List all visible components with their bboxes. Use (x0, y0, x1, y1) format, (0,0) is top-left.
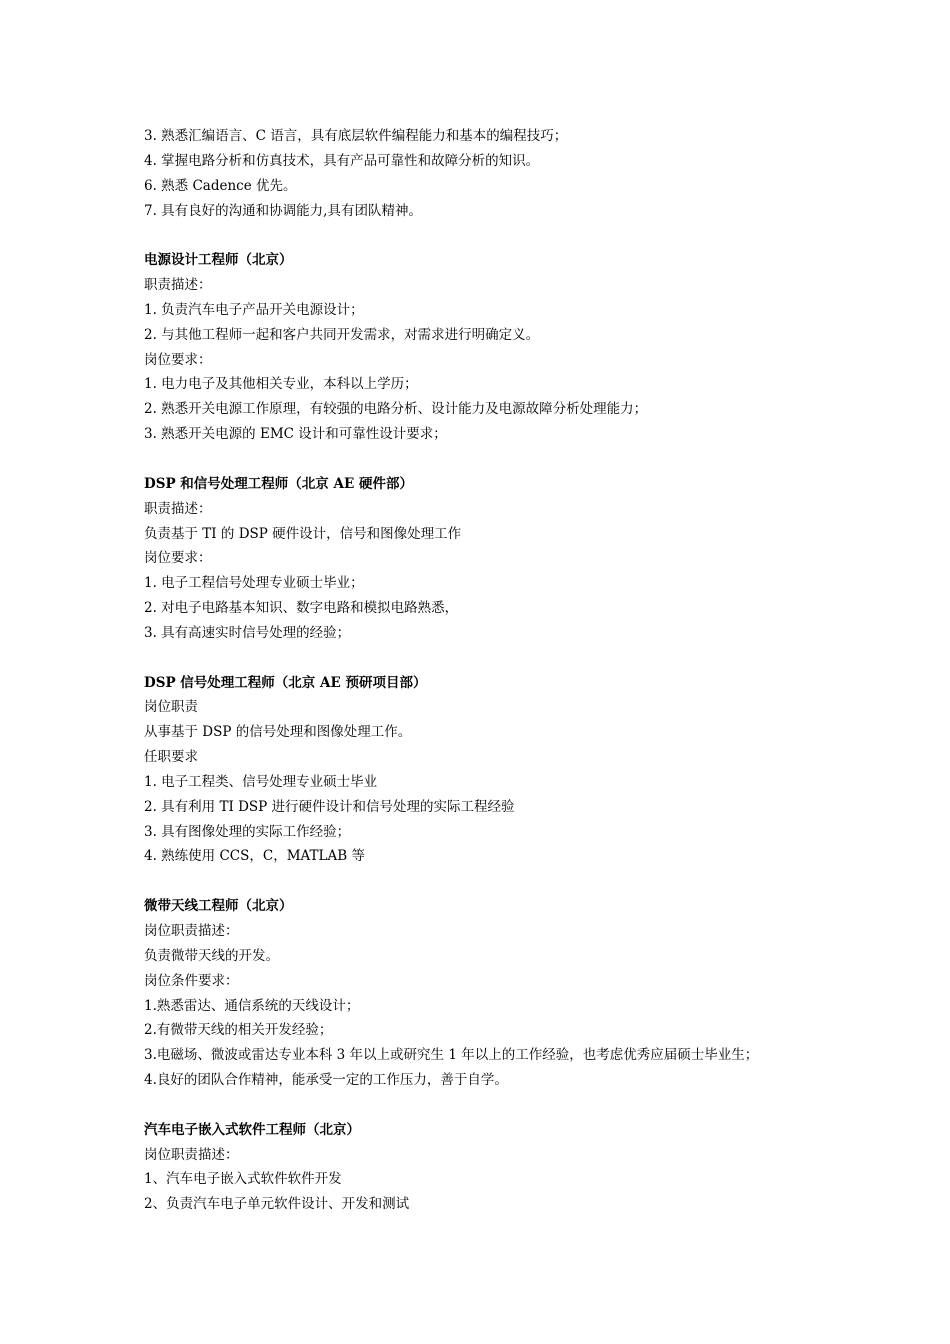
job-line: 1. 负责汽车电子产品开关电源设计； (144, 301, 364, 318)
job-line: 职责描述： (144, 277, 212, 294)
job-line: 1. 电子工程类、信号处理专业硕士毕业 (144, 773, 378, 790)
requirement-line: 7. 具有良好的沟通和协调能力,具有团队精神。 (144, 202, 422, 219)
job-section-embedded-software (144, 1118, 824, 1217)
paragraph-gap (144, 223, 824, 248)
job-line: 负责基于 TI 的 DSP 硬件设计，信号和图像处理工作 (144, 525, 462, 542)
job-line: 职责描述： (144, 500, 212, 517)
job-line: 岗位职责 (144, 699, 198, 716)
job-line: 从事基于 DSP 的信号处理和图像处理工作。 (144, 724, 412, 741)
job-line: 1.熟悉雷达、通信系统的天线设计； (144, 997, 360, 1014)
job-section-antenna (144, 894, 824, 1093)
job-line: 3. 具有图像处理的实际工作经验； (144, 823, 351, 840)
job-section-power-engineer (144, 248, 824, 447)
job-line: 1. 电子工程信号处理专业硕士毕业； (144, 575, 364, 592)
job-section-dsp-hardware (144, 472, 824, 646)
job-line: 3. 熟悉开关电源的 EMC 设计和可靠性设计要求； (144, 426, 447, 443)
job-title: DSP 和信号处理工程师（北京 AE 硬件部） (144, 475, 413, 492)
job-line: 2. 对电子电路基本知识、数字电路和模拟电路熟悉， (144, 600, 459, 617)
job-line: 岗位条件要求： (144, 972, 239, 989)
requirement-line: 3. 熟悉汇编语言、C 语言，具有底层软件编程能力和基本的编程技巧； (144, 128, 568, 144)
job-line: 2. 熟悉开关电源工作原理，有较强的电路分析、设计能力及电源故障分析处理能力； (144, 401, 648, 418)
job-line: 2.有微带天线的相关开发经验； (144, 1022, 333, 1039)
document-page (144, 124, 824, 1217)
job-line: 2. 具有利用 TI DSP 进行硬件设计和信号处理的实际工程经验 (144, 798, 515, 815)
job-title: 电源设计工程师（北京） (144, 252, 293, 269)
job-line: 4.良好的团队合作精神，能承受一定的工作压力，善于自学。 (144, 1072, 508, 1089)
job-title: 汽车电子嵌入式软件工程师（北京） (144, 1121, 360, 1138)
paragraph-gap (144, 447, 824, 472)
job-line: 负责微带天线的开发。 (144, 947, 279, 964)
requirement-line: 6. 熟悉 Cadence 优先。 (144, 177, 297, 194)
paragraph-gap (144, 869, 824, 894)
job-section-dsp-research (144, 671, 824, 870)
job-line: 2、负责汽车电子单元软件设计、开发和测试 (144, 1196, 410, 1213)
job-line: 岗位要求： (144, 550, 212, 567)
paragraph-gap (144, 646, 824, 671)
paragraph-gap (144, 1093, 824, 1118)
job-line: 3.电磁场、微波或雷达专业本科 3 年以上或研究生 1 年以上的工作经验，也考虑优秀应届硕士毕业生； (144, 1047, 759, 1064)
job-line: 1、汽车电子嵌入式软件软件开发 (144, 1171, 342, 1188)
intro-requirements (144, 124, 824, 223)
job-line: 岗位要求： (144, 351, 212, 368)
job-line: 任职要求 (144, 749, 198, 766)
job-line: 1. 电力电子及其他相关专业，本科以上学历； (144, 376, 418, 393)
job-line: 3. 具有高速实时信号处理的经验； (144, 624, 351, 641)
job-line: 岗位职责描述： (144, 923, 239, 939)
job-title: 微带天线工程师（北京） (144, 898, 293, 915)
job-title: DSP 信号处理工程师（北京 AE 预研项目部） (144, 674, 427, 691)
requirement-line: 4. 掌握电路分析和仿真技术，具有产品可靠性和故障分析的知识。 (144, 152, 540, 169)
job-line: 2. 与其他工程师一起和客户共同开发需求，对需求进行明确定义。 (144, 326, 540, 343)
job-line: 岗位职责描述： (144, 1146, 239, 1163)
job-line: 4. 熟练使用 CCS，C，MATLAB 等 (144, 848, 365, 865)
